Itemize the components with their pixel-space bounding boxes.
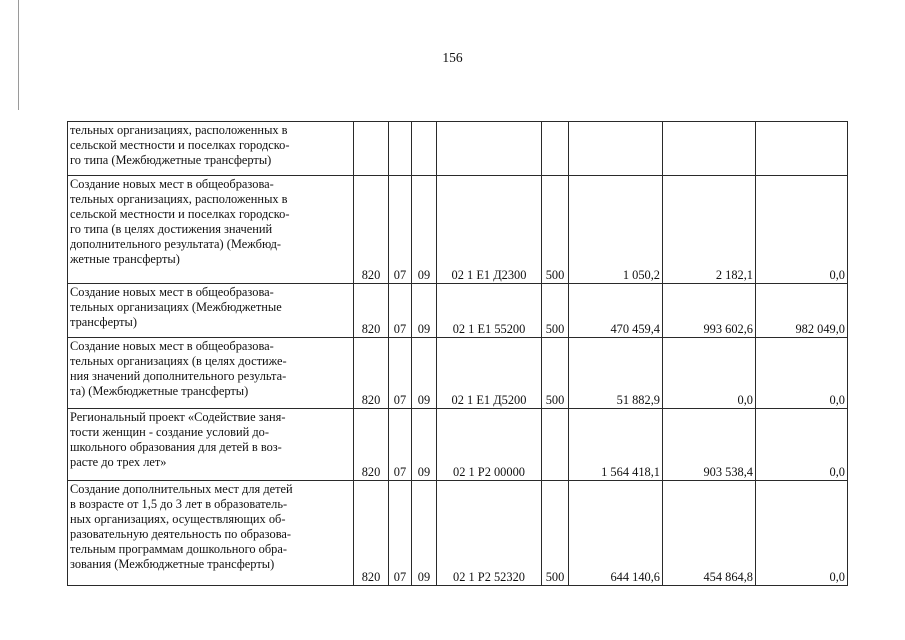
amount-year-2-cell: 903 538,4 <box>663 409 756 481</box>
target-article-cell <box>437 122 542 176</box>
amount-year-3-cell: 0,0 <box>756 176 848 284</box>
page-number: 156 <box>442 50 463 65</box>
table-row <box>68 409 848 481</box>
amount-year-2-cell: 2 182,1 <box>663 176 756 284</box>
subsection-code-cell: 09 <box>412 176 437 284</box>
ministry-code-cell: 820 <box>354 409 389 481</box>
amount-year-2-cell: 0,0 <box>663 338 756 409</box>
table-row <box>68 284 848 338</box>
budget-table <box>67 121 848 586</box>
row-description: Создание новых мест в общеобразова- тельных организациях (в целях достиже- ния значений дополнительного результа- та) (Межбюджетные трансферты) <box>68 338 354 409</box>
section-code-cell: 07 <box>389 284 412 338</box>
section-code-cell: 07 <box>389 176 412 284</box>
expense-type-cell: 500 <box>542 338 569 409</box>
expense-type-cell: 500 <box>542 481 569 586</box>
expense-type-cell <box>542 409 569 481</box>
amount-year-1-cell: 1 050,2 <box>569 176 663 284</box>
amount-year-1-cell: 1 564 418,1 <box>569 409 663 481</box>
amount-year-2-cell: 454 864,8 <box>663 481 756 586</box>
amount-year-2-cell: 993 602,6 <box>663 284 756 338</box>
amount-year-3-cell <box>756 122 848 176</box>
row-description: Региональный проект «Содействие заня- тости женщин - создание условий до- школьного образования для детей в воз- расте до трех лет» <box>68 409 354 481</box>
section-code-cell: 07 <box>389 338 412 409</box>
ministry-code-cell: 820 <box>354 338 389 409</box>
table-row <box>68 481 848 586</box>
table-row <box>68 338 848 409</box>
ministry-code-cell: 820 <box>354 481 389 586</box>
amount-year-2-cell <box>663 122 756 176</box>
target-article-cell: 02 1 P2 00000 <box>437 409 542 481</box>
subsection-code-cell: 09 <box>412 338 437 409</box>
amount-year-3-cell: 0,0 <box>756 409 848 481</box>
section-code-cell <box>389 122 412 176</box>
amount-year-3-cell: 982 049,0 <box>756 284 848 338</box>
target-article-cell: 02 1 P2 52320 <box>437 481 542 586</box>
expense-type-cell <box>542 122 569 176</box>
table-row <box>68 122 848 176</box>
ministry-code-cell <box>354 122 389 176</box>
subsection-code-cell: 09 <box>412 284 437 338</box>
binding-margin-line <box>18 0 19 110</box>
expense-type-cell: 500 <box>542 284 569 338</box>
target-article-cell: 02 1 E1 55200 <box>437 284 542 338</box>
amount-year-3-cell: 0,0 <box>756 481 848 586</box>
row-description: тельных организациях, расположенных в сельской местности и поселках городско- го типа (Межбюджетные трансферты) <box>68 122 354 176</box>
subsection-code-cell: 09 <box>412 409 437 481</box>
target-article-cell: 02 1 E1 Д5200 <box>437 338 542 409</box>
subsection-code-cell <box>412 122 437 176</box>
table-row <box>68 176 848 284</box>
target-article-cell: 02 1 E1 Д2300 <box>437 176 542 284</box>
amount-year-1-cell: 644 140,6 <box>569 481 663 586</box>
amount-year-1-cell: 470 459,4 <box>569 284 663 338</box>
ministry-code-cell: 820 <box>354 284 389 338</box>
amount-year-3-cell: 0,0 <box>756 338 848 409</box>
subsection-code-cell: 09 <box>412 481 437 586</box>
section-code-cell: 07 <box>389 481 412 586</box>
expense-type-cell: 500 <box>542 176 569 284</box>
ministry-code-cell: 820 <box>354 176 389 284</box>
row-description: Создание дополнительных мест для детей в возрасте от 1,5 до 3 лет в образователь- ных организациях, осуществляющих об- разовательную деятельность по образова- тельным программам дошкольного обра- зования (Межбюджетные трансферты) <box>68 481 354 586</box>
row-description: Создание новых мест в общеобразова- тельных организациях, расположенных в сельской местности и поселках городско- го типа (в целях достижения значений дополнительного результата) (Межбюд- жетные трансферты) <box>68 176 354 284</box>
section-code-cell: 07 <box>389 409 412 481</box>
amount-year-1-cell: 51 882,9 <box>569 338 663 409</box>
amount-year-1-cell <box>569 122 663 176</box>
row-description: Создание новых мест в общеобразова- тельных организациях (Межбюджетные трансферты) <box>68 284 354 338</box>
